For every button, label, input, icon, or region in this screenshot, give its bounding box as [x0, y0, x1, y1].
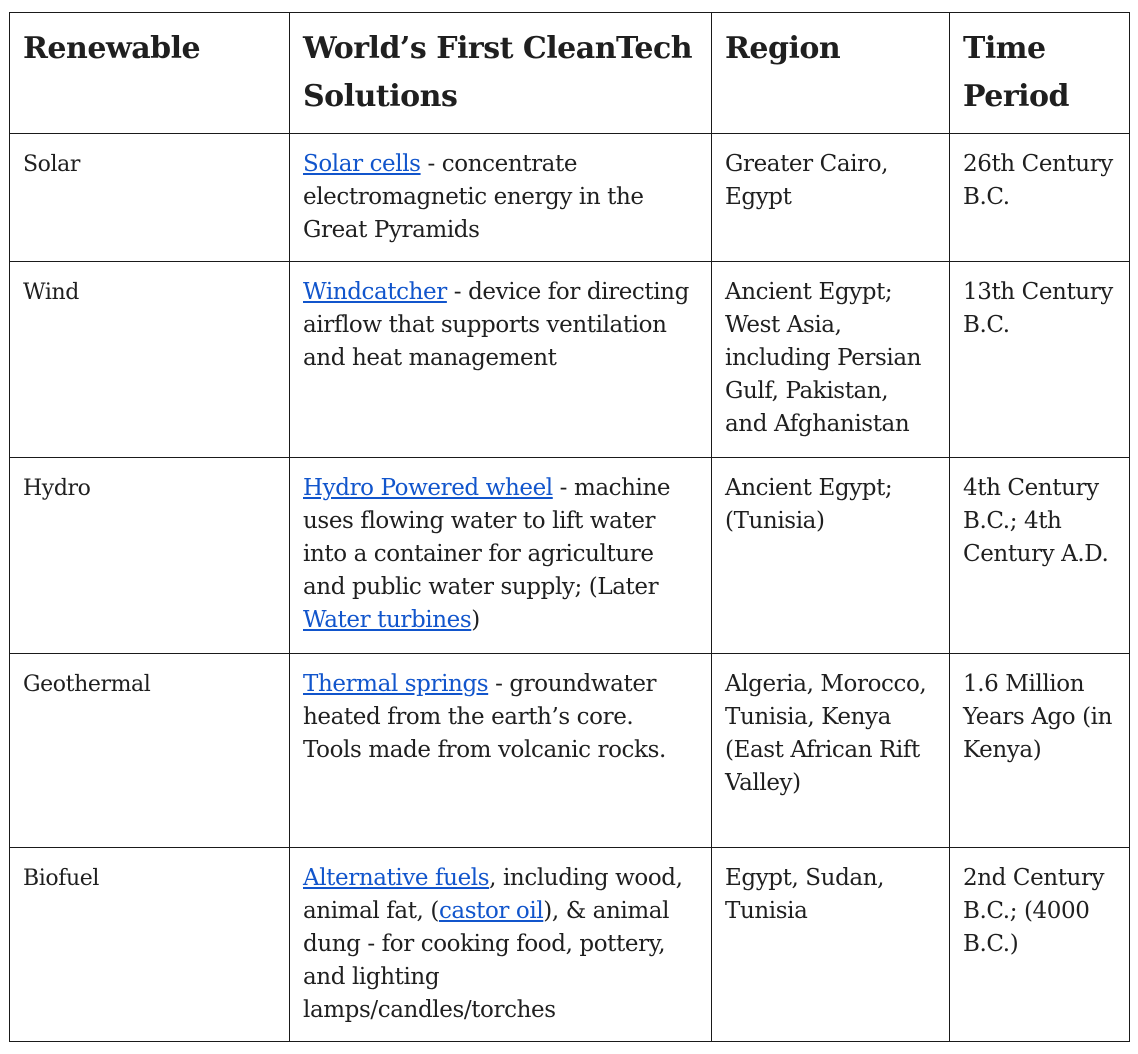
header-region: Region [712, 13, 950, 134]
period-cell: 4th Century B.C.; 4th Century A.D. [950, 458, 1130, 654]
period-cell: 1.6 Million Years Ago (in Kenya) [950, 654, 1130, 848]
cleantech-table [9, 12, 1130, 1042]
header-renewable: Renewable [10, 13, 290, 134]
renewable-cell: Wind [10, 262, 290, 458]
renewable-cell: Solar [10, 134, 290, 262]
header-row [10, 13, 1130, 134]
solution-link[interactable]: Alternative fuels [303, 865, 490, 891]
period-cell: 26th Century B.C. [950, 134, 1130, 262]
solution-link-secondary[interactable]: castor oil [438, 898, 544, 924]
solution-cell [290, 262, 712, 458]
solution-text: - groundwater heated from the earth’s core. Tools made from volcanic rocks. [303, 671, 666, 763]
solution-text-tail: ) [471, 607, 480, 633]
table-row [10, 134, 1130, 262]
solution-link[interactable]: Thermal springs [303, 671, 489, 697]
solution-text: , including wood, animal fat, ( [303, 865, 683, 924]
solution-cell [290, 848, 712, 1042]
solution-link[interactable]: Solar cells [303, 151, 421, 177]
solution-cell [290, 458, 712, 654]
table-row [10, 654, 1130, 848]
renewable-cell: Geothermal [10, 654, 290, 848]
renewable-cell: Hydro [10, 458, 290, 654]
period-cell: 13th Century B.C. [950, 262, 1130, 458]
solution-cell [290, 654, 712, 848]
region-cell: Algeria, Morocco, Tunisia, Kenya (East African Rift Valley) [712, 654, 950, 848]
solution-text: - concentrate electromagnetic energy in the Great Pyramids [303, 151, 644, 243]
region-cell: Greater Cairo, Egypt [712, 134, 950, 262]
period-cell: 2nd Century B.C.; (4000 B.C.) [950, 848, 1130, 1042]
table-row [10, 458, 1130, 654]
solution-link[interactable]: Hydro Powered wheel [303, 475, 553, 501]
region-cell: Ancient Egypt; West Asia, including Persian Gulf, Pakistan, and Afghanistan [712, 262, 950, 458]
solution-link[interactable]: Windcatcher [303, 279, 447, 305]
solution-link-secondary[interactable]: Water turbines [303, 607, 472, 633]
table-row [10, 848, 1130, 1042]
solution-text: - machine uses flowing water to lift water into a container for agriculture and public water supply; (Later [303, 475, 671, 600]
solution-cell [290, 134, 712, 262]
region-cell: Egypt, Sudan, Tunisia [712, 848, 950, 1042]
header-solutions: World’s First CleanTech Solutions [290, 13, 712, 134]
renewable-cell: Biofuel [10, 848, 290, 1042]
solution-text-tail: ), & animal dung - for cooking food, pottery, and lighting lamps/candles/torches [303, 898, 670, 1023]
solution-text: - device for directing airflow that supports ventilation and heat management [303, 279, 689, 371]
region-cell: Ancient Egypt; (Tunisia) [712, 458, 950, 654]
header-time-period: Time Period [950, 13, 1130, 134]
table-row [10, 262, 1130, 458]
